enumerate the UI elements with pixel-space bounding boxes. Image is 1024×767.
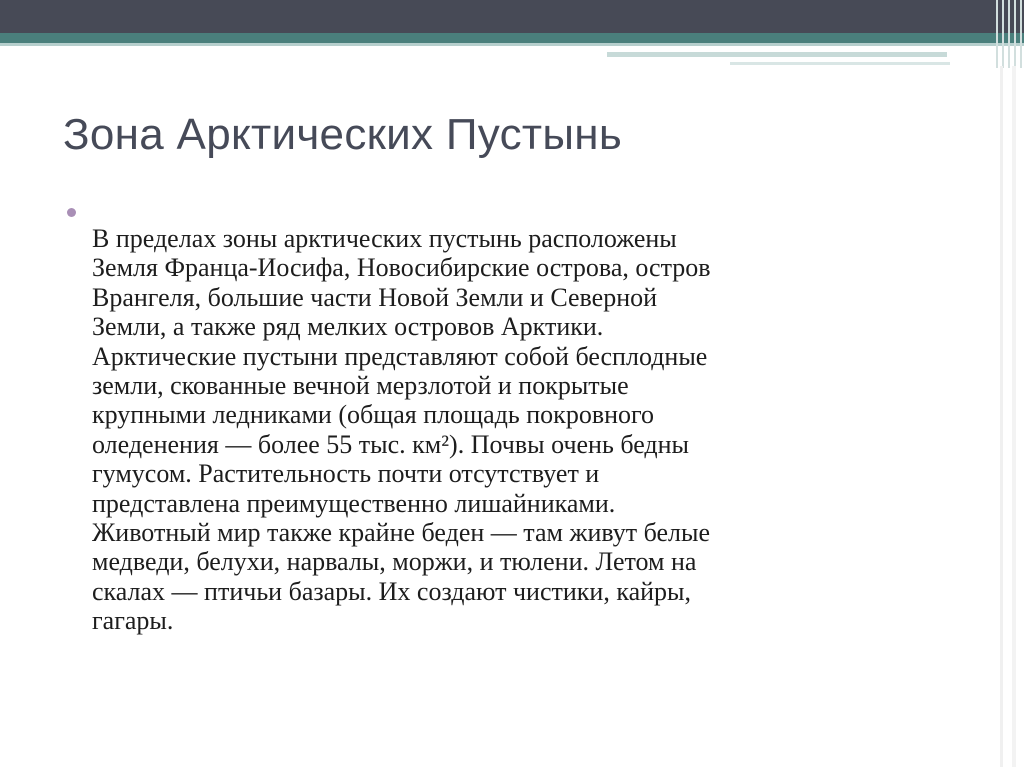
body-line: скалах — птичьи базары. Их создают чистики, кайры, bbox=[92, 576, 691, 606]
body-line: земли, скованные вечной мерзлотой и покрытые bbox=[92, 371, 629, 401]
body-line: медведи, белухи, нарвалы, моржи, и тюлени. Летом на bbox=[92, 547, 697, 577]
body-line: крупными ледниками (общая площадь покровного bbox=[92, 400, 655, 430]
body-line: оледенения — более 55 тыс. км²). Почвы очень бедны bbox=[92, 429, 690, 459]
slide-header-decor-line bbox=[607, 52, 947, 57]
body-line: представлена преимущественно лишайниками. bbox=[92, 488, 616, 518]
slide-right-edge-line-2 bbox=[1012, 66, 1016, 767]
slide-header-thin-stripe bbox=[0, 43, 1024, 46]
slide-title: Зона Арктических Пустынь bbox=[63, 110, 623, 159]
body-line: Врангеля, большие части Новой Земли и Северной bbox=[92, 282, 658, 312]
slide-header-bar bbox=[0, 0, 1024, 33]
body-line: Арктические пустыни представляют собой бесплодные bbox=[92, 341, 708, 371]
body-line: Земля Франца-Иосифа, Новосибирские острова, остров bbox=[92, 253, 711, 283]
slide-header-accent-stripe bbox=[0, 33, 1024, 43]
bullet-dot-icon bbox=[67, 208, 76, 217]
corner-decor-stripes bbox=[994, 0, 1024, 68]
slide-body-text bbox=[92, 224, 972, 636]
body-line: Животный мир также крайне беден — там живут белые bbox=[92, 518, 711, 548]
slide-right-edge-line bbox=[1000, 66, 1003, 767]
slide-header-decor-line-2 bbox=[730, 62, 950, 65]
body-line: В пределах зоны арктических пустынь расположены bbox=[92, 224, 677, 253]
body-line: гагары. bbox=[92, 606, 174, 636]
body-line: гумусом. Растительность почти отсутствует и bbox=[92, 459, 600, 489]
body-line: Земли, а также ряд мелких островов Арктики. bbox=[92, 312, 604, 342]
